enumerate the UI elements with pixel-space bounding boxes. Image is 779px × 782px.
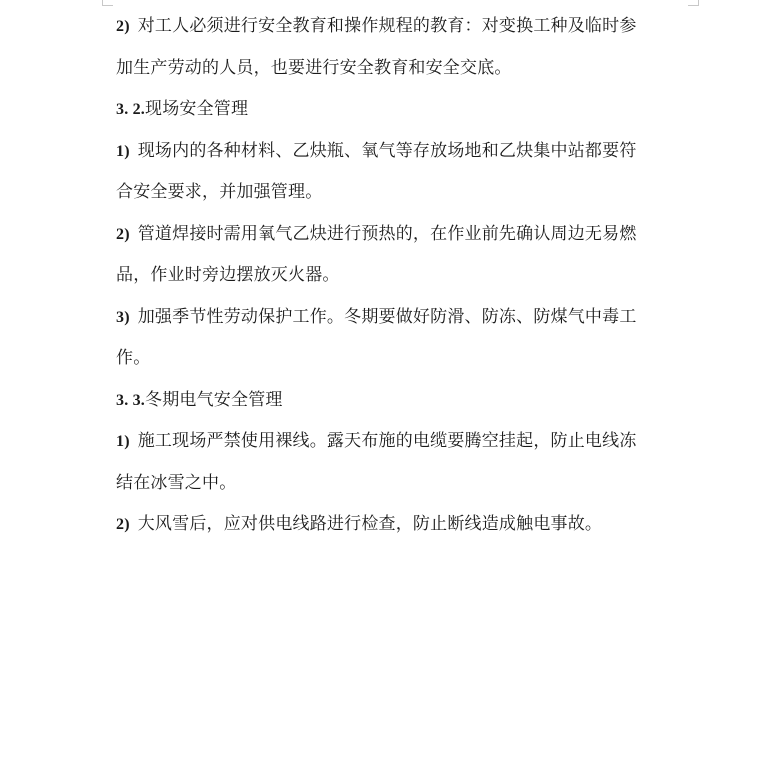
paragraph-text: 施工现场严禁使用裸线。露天布施的电缆要腾空挂起，防止电线冻 (137, 431, 637, 451)
list-number: 1) (116, 433, 130, 450)
page-corner-mark-left (102, 0, 113, 6)
section-heading (116, 89, 682, 131)
paragraph-line (116, 338, 682, 380)
paragraph-text: 结在冰雪之中。 (116, 472, 237, 493)
section-title: 现场安全管理 (145, 99, 249, 119)
document-body (116, 6, 682, 546)
section-heading (116, 380, 682, 422)
paragraph-text: 现场内的各种材料、乙炔瓶、氧气等存放场地和乙炔集中站都要符 (137, 140, 637, 161)
paragraph-line (116, 463, 682, 505)
paragraph-line (116, 6, 682, 48)
page-corner-mark-right (688, 0, 699, 6)
list-number: 2) (116, 18, 130, 35)
paragraph-line (116, 504, 682, 546)
paragraph-text: 对工人必须进行安全教育和操作规程的教育：对变换工种及临时参 (137, 16, 637, 36)
list-number: 3) (116, 308, 130, 326)
paragraph-line (116, 421, 682, 463)
list-number: 2) (116, 516, 130, 533)
paragraph-line (116, 214, 682, 256)
paragraph-line (116, 255, 682, 297)
paragraph-text: 加强季节性劳动保护工作。冬期要做好防滑、防冻、防煤气中毒工 (137, 306, 637, 327)
paragraph-line (116, 131, 682, 173)
section-number: 3. 3. (116, 391, 145, 409)
paragraph-text: 大风雪后，应对供电线路进行检查，防止断线造成触电事故。 (137, 514, 603, 534)
paragraph-line (116, 172, 682, 214)
list-number: 2) (116, 225, 130, 243)
section-number: 3. 2. (116, 101, 145, 118)
paragraph-text: 作。 (116, 348, 151, 368)
paragraph-text: 加生产劳动的人员，也要进行安全教育和安全交底。 (116, 57, 512, 78)
paragraph-text: 管道焊接时需用氧气乙炔进行预热的，在作业前先确认周边无易燃 (137, 223, 637, 244)
section-title: 冬期电气安全管理 (145, 389, 283, 410)
paragraph-line (116, 48, 682, 90)
paragraph-text: 合安全要求，并加强管理。 (116, 182, 323, 202)
paragraph-line (116, 297, 682, 339)
list-number: 1) (116, 142, 130, 160)
paragraph-text: 品，作业时旁边摆放灭火器。 (116, 265, 340, 285)
